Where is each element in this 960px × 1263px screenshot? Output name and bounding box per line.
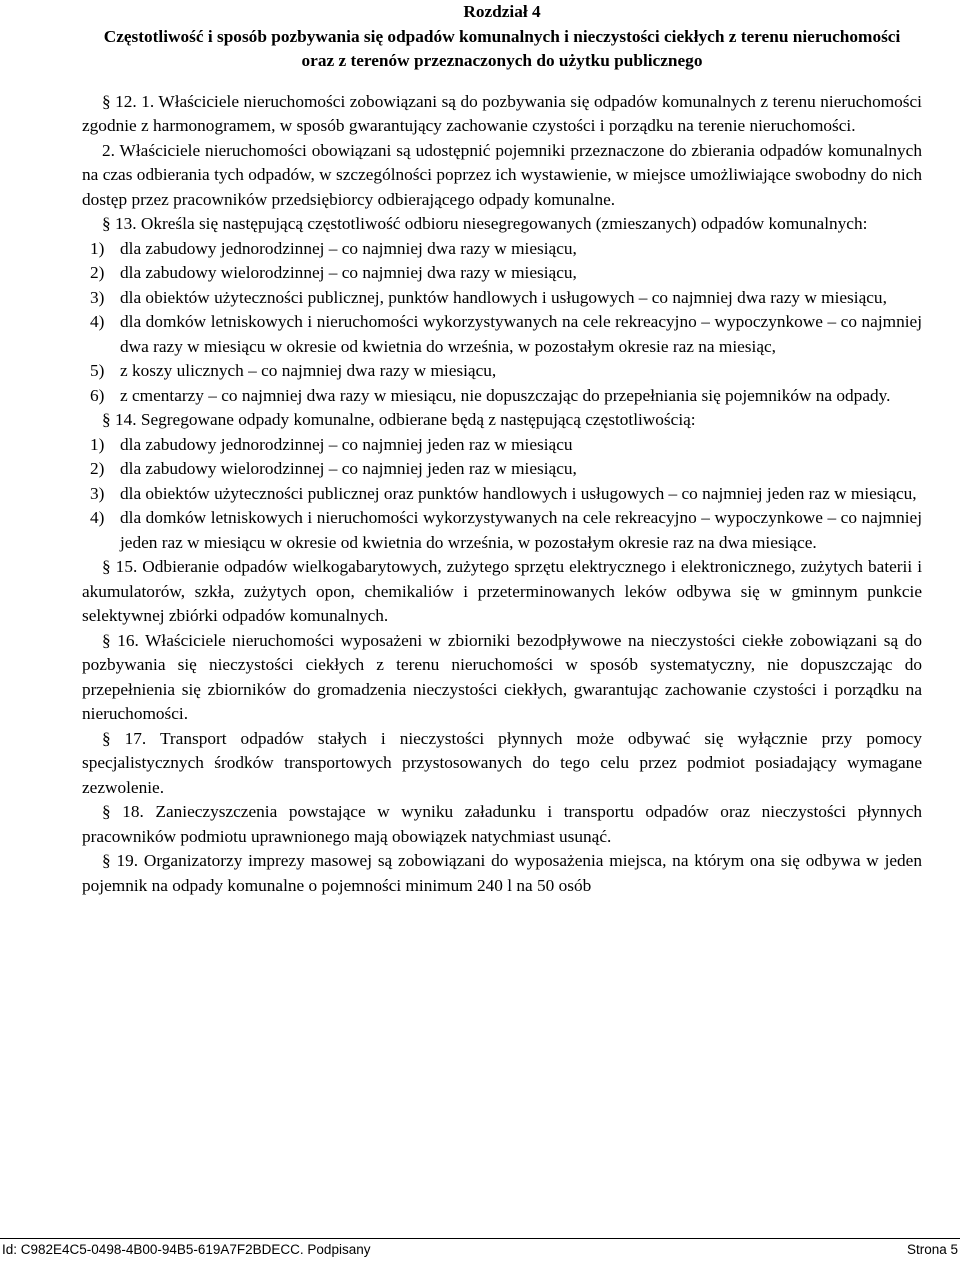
chapter-number: Rozdział 4 — [463, 2, 541, 21]
document-id: Id: C982E4C5-0498-4B00-94B5-619A7F2BDECC. Podpisany — [2, 1242, 371, 1257]
paragraph-15: § 15. Odbieranie odpadów wielkogabarytowych, zużytego sprzętu elektrycznego i elektronicznego, zużytych baterii i akumulatorów, szkła, zużytych opon, chemikaliów i przeterminowanych leków odbywa się w gminnym punkcie selektywnej zbiórki odpadów komunalnych. — [82, 557, 922, 625]
page-number: Strona 5 — [906, 1242, 958, 1257]
paragraph-19: § 19. Organizatorzy imprezy masowej są zobowiązani do wyposażenia miejsca, na którym ona się odbywa w jeden pojemnik na odpady komunalne o pojemności minimum 240 l na 50 osób — [82, 851, 922, 895]
list-14 — [82, 433, 922, 556]
list-item: 1) dla zabudowy jednorodzinnej – co najmniej jeden raz w miesiącu — [90, 434, 573, 454]
list-item: 6) z cmentarzy – co najmniej dwa razy w miesiącu, nie dopuszczając do przepełniania się pojemników na odpady. — [90, 385, 891, 405]
list-item: 3) dla obiektów użyteczności publicznej, punktów handlowych i usługowych – co najmniej dwa razy w miesiącu, — [90, 287, 887, 307]
list-item: 4) dla domków letniskowych i nieruchomości wykorzystywanych na cele rekreacyjno – wypoczynkowe – co najmniej dwa razy w miesiącu w okresie od kwietnia do września, w pozostałym okresie raz na miesiąc, — [90, 312, 922, 356]
document-page — [82, 0, 922, 898]
paragraph-12-1: § 12. 1. Właściciele nieruchomości zobowiązani są do pozbywania się odpadów komunalnych z terenu nieruchomości zgodnie z harmonogramem, w sposób gwarantujący zachowanie czystości i porządku na terenie nieruchomości. — [82, 91, 922, 135]
paragraph-12-2: 2. Właściciele nieruchomości obowiązani są udostępnić pojemniki przeznaczone do zbierania odpadów komunalnych na czas odbierania tych odpadów, w szczególności poprzez ich wystawienie, w miejsce umożliwiające swobodny do nich dostęp przez pracowników przedsiębiorcy odbierającego odpady komunalne. — [82, 140, 922, 209]
list-item: 1) dla zabudowy jednorodzinnej – co najmniej dwa razy w miesiącu, — [90, 238, 577, 258]
list-13 — [82, 237, 922, 409]
list-item: 4) dla domków letniskowych i nieruchomości wykorzystywanych na cele rekreacyjno – wypoczynkowe – co najmniej jeden raz w miesiącu w okresie od kwietnia do września, w pozostałym okresie raz na dwa miesiące. — [90, 508, 922, 552]
paragraph-16: § 16. Właściciele nieruchomości wyposażeni w zbiorniki bezodpływowe na nieczystości ciekłe zobowiązani są do pozbywania się nieczystości ciekłych z terenu nieruchomości w sposób systematyczny, nie dopuszczając do przepełnienia się zbiorników do gromadzenia nieczystości ciekłych, gwarantując zachowanie czystości i porządku na nieruchomości. — [82, 630, 922, 723]
paragraph-17: § 17. Transport odpadów stałych i nieczystości płynnych może odbywać się wyłącznie przy pomocy specjalistycznych środków transportowych przystosowanych do tego celu przez podmiot posiadający wymagane zezwolenie. — [82, 728, 922, 797]
paragraph-18: § 18. Zanieczyszczenia powstające w wyniku załadunku i transportu odpadów oraz nieczystości płynnych pracowników podmiotu uprawnionego mają obowiązek natychmiast usunąć. — [82, 802, 922, 846]
list-item: 5) z koszy ulicznych – co najmniej dwa razy w miesiącu, — [90, 361, 497, 380]
list-item: 2) dla zabudowy wielorodzinnej – co najmniej jeden raz w miesiącu, — [90, 459, 577, 478]
list-item: 2) dla zabudowy wielorodzinnej – co najmniej dwa razy w miesiącu, — [90, 263, 577, 282]
chapter-title: Częstotliwość i sposób pozbywania się odpadów komunalnych i nieczystości ciekłych z terenu nieruchomości oraz z terenów przeznaczonych do użytku publicznego — [103, 26, 901, 70]
chapter-header — [82, 0, 922, 74]
paragraph-13: § 13. Określa się następującą częstotliwość odbioru niesegregowanych (zmieszanych) odpadów komunalnych: — [102, 214, 868, 233]
document-body — [82, 90, 922, 899]
page-footer — [0, 1238, 960, 1263]
paragraph-14: § 14. Segregowane odpady komunalne, odbierane będą z następującą częstotliwością: — [102, 410, 696, 429]
list-item: 3) dla obiektów użyteczności publicznej oraz punktów handlowych i usługowych – co najmniej jeden raz w miesiącu, — [90, 483, 917, 503]
